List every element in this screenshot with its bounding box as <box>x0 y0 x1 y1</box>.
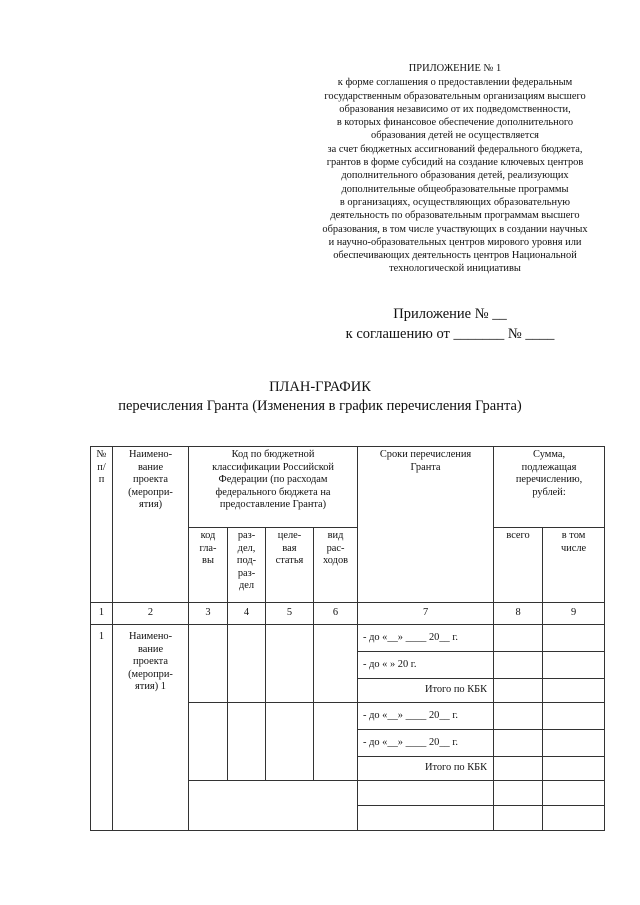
cell-empty[interactable] <box>358 806 494 831</box>
cell-sum-total[interactable] <box>494 652 543 679</box>
cell-chapter-code[interactable] <box>189 625 228 703</box>
cell-sum-including[interactable] <box>543 757 605 781</box>
header-chapter-code: код гла- вы <box>189 528 228 603</box>
plan-heading <box>100 378 540 416</box>
column-number: 9 <box>543 603 605 625</box>
plan-title: ПЛАН-ГРАФИК <box>269 379 371 395</box>
column-number-row <box>91 603 605 625</box>
cell-sum-total[interactable] <box>494 730 543 757</box>
header-num: № п/ п <box>91 447 113 603</box>
appendix-line: в которых финансовое обеспечение дополнительного <box>336 117 574 129</box>
cell-sum-including[interactable] <box>543 679 605 703</box>
cell-sum-total[interactable] <box>494 679 543 703</box>
cell-empty[interactable] <box>543 781 605 806</box>
cell-empty[interactable] <box>543 806 605 831</box>
appendix-line: за счет бюджетных ассигнований федерального бюджета, <box>327 143 583 155</box>
appendix-line: дополнительные общеобразовательные программы <box>341 183 569 195</box>
attachment-number: Приложение № __ <box>393 306 507 322</box>
appendix-line: грантов в форме субсидий на создание ключевых центров <box>326 157 584 169</box>
cell-sum-total[interactable] <box>494 703 543 730</box>
kbk-total-label: Итого по КБК <box>358 679 494 703</box>
appendix-line: и научно-образовательных центров мирового уровня или <box>328 236 582 248</box>
plan-subtitle: перечисления Гранта (Изменения в график перечисления Гранта) <box>118 398 522 414</box>
header-including: в том числе <box>543 528 605 603</box>
appendix-line: деятельность по образовательным программам высшего <box>330 210 580 222</box>
cell-sum-including[interactable] <box>543 625 605 652</box>
row-number: 1 <box>91 625 113 831</box>
header-expense-type: вид рас- ходов <box>314 528 358 603</box>
column-number: 7 <box>358 603 494 625</box>
cell-transfer-date[interactable]: - до «__» ____ 20__ г. <box>358 703 494 730</box>
appendix-line: образования независимо от их подведомственности, <box>339 103 571 115</box>
column-number: 1 <box>91 603 113 625</box>
attachment-block <box>300 304 600 344</box>
column-number: 5 <box>266 603 314 625</box>
cell-transfer-date[interactable]: - до «__» ____ 20__ г. <box>358 730 494 757</box>
cell-empty[interactable] <box>358 781 494 806</box>
column-number: 2 <box>113 603 189 625</box>
cell-target-article[interactable] <box>266 625 314 703</box>
header-transfer-terms: Сроки перечисления Гранта <box>358 447 494 603</box>
attachment-agreement: к соглашению от _______ № ____ <box>345 326 555 342</box>
cell-transfer-date[interactable]: - до « » 20 г. <box>358 652 494 679</box>
appendix-line: государственным образовательным организациям высшего <box>324 90 586 102</box>
appendix-title: ПРИЛОЖЕНИЕ № 1 <box>408 63 502 74</box>
cell-empty[interactable] <box>189 781 358 831</box>
appendix-block <box>290 62 620 276</box>
cell-expense-type[interactable] <box>314 625 358 703</box>
cell-sum-including[interactable] <box>543 703 605 730</box>
cell-target-article[interactable] <box>266 703 314 781</box>
cell-sum-including[interactable] <box>543 652 605 679</box>
table-row <box>91 625 605 652</box>
header-sum: Сумма, подлежащая перечислению, рублей: <box>494 447 605 528</box>
cell-section[interactable] <box>228 703 266 781</box>
cell-expense-type[interactable] <box>314 703 358 781</box>
column-number: 6 <box>314 603 358 625</box>
appendix-line: образования детей не осуществляется <box>371 130 539 142</box>
appendix-line: к форме соглашения о предоставлении федеральным <box>337 77 573 89</box>
header-target-article: целе- вая статья <box>266 528 314 603</box>
cell-empty[interactable] <box>494 806 543 831</box>
kbk-total-label: Итого по КБК <box>358 757 494 781</box>
cell-sum-including[interactable] <box>543 730 605 757</box>
header-row <box>91 447 605 528</box>
column-number: 3 <box>189 603 228 625</box>
appendix-line: в организациях, осуществляющих образовательную <box>339 196 571 208</box>
cell-empty[interactable] <box>494 781 543 806</box>
cell-chapter-code[interactable] <box>189 703 228 781</box>
cell-sum-total[interactable] <box>494 625 543 652</box>
column-number: 8 <box>494 603 543 625</box>
cell-section[interactable] <box>228 625 266 703</box>
appendix-line: технологической инициативы <box>389 263 521 275</box>
header-total: всего <box>494 528 543 603</box>
column-number: 4 <box>228 603 266 625</box>
appendix-line: дополнительного образования детей, реализующих <box>341 170 569 182</box>
appendix-line: обеспечивающих деятельность центров Национальной <box>333 250 577 262</box>
appendix-line: образования, в том числе участвующих в создании научных <box>322 223 588 235</box>
header-bk-code: Код по бюджетной классификации Российской Федерации (по расходам федерального бюджета на предоставление Гранта) <box>189 447 358 528</box>
cell-sum-total[interactable] <box>494 757 543 781</box>
header-section: раз- дел, под- раз- дел <box>228 528 266 603</box>
cell-transfer-date[interactable]: - до «__» ____ 20__ г. <box>358 625 494 652</box>
header-project-name: Наимено- вание проекта (меропри- ятия) <box>113 447 189 603</box>
grant-schedule-table <box>90 446 605 831</box>
row-project-name: Наимено- вание проекта (меропри- ятия) 1 <box>113 625 189 831</box>
